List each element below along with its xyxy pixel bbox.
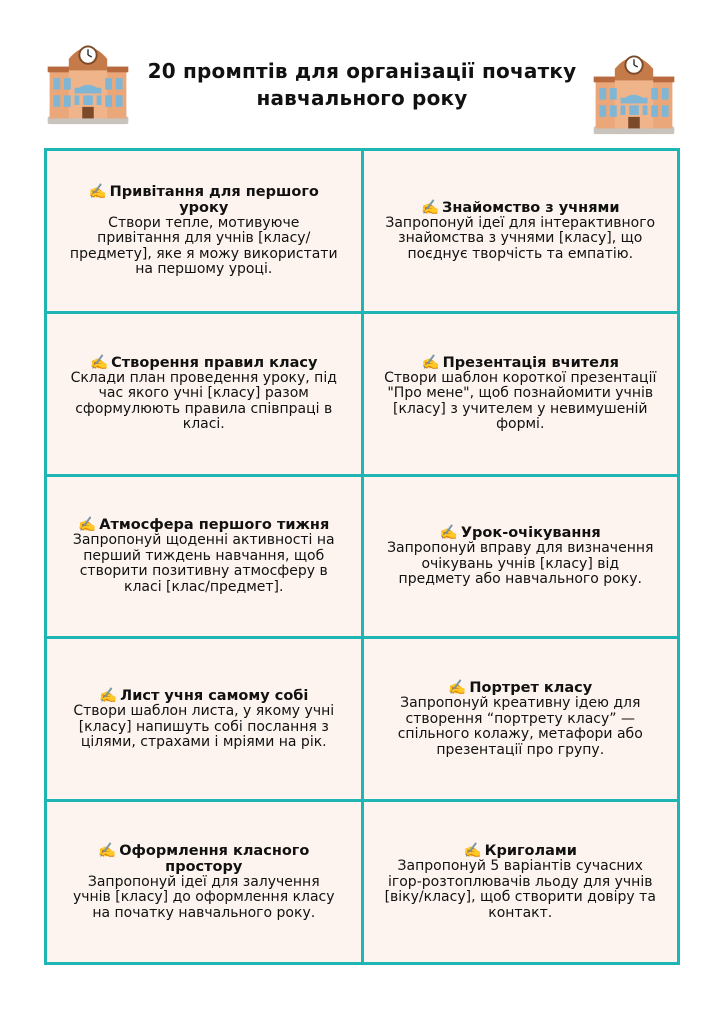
card-text: Запропонуй ідеї для інтерактивного знайомства з учнями [класу], що поєднує творчість та емпатію. xyxy=(385,214,656,262)
school-building-icon xyxy=(586,42,682,138)
card-title: Презентація вчителя xyxy=(442,354,619,371)
title-line-1: 20 промптів для організації початку xyxy=(147,59,577,83)
card-text: Запропонуй ідеї для залучення учнів [класу] до оформлення класу на початку навчального року. xyxy=(72,873,335,921)
prompt-card xyxy=(364,802,678,962)
writing-hand-icon: ✍️ xyxy=(98,842,117,859)
card-title: Лист учня самому собі xyxy=(120,688,309,705)
writing-hand-icon: ✍️ xyxy=(439,525,458,542)
writing-hand-icon: ✍️ xyxy=(90,354,109,371)
writing-hand-icon: ✍️ xyxy=(420,199,440,216)
card-text: Запропонуй щоденні активності на перший тиждень навчання, щоб створити позитивну атмосферу в класі [клас/предмет]. xyxy=(72,532,335,595)
card-text: Запропонуй вправу для визначення очікувань учнів [класу] від предмету або навчального року. xyxy=(387,540,654,588)
writing-hand-icon: ✍️ xyxy=(78,517,97,534)
card-title: Привітання для першого уроку xyxy=(109,183,319,216)
card-title: Оформлення класного простору xyxy=(119,842,310,875)
title-line-2: навчального року xyxy=(256,86,468,110)
card-title: Портрет класу xyxy=(469,680,593,697)
card-title: Атмосфера першого тижня xyxy=(99,517,330,534)
school-building-icon xyxy=(40,32,136,128)
card-text: Запропонуй 5 варіантів сучасних ігор-розтоплювачів льоду для учнів [віку/класу], щоб створити довіру та контакт. xyxy=(384,858,656,921)
writing-hand-icon: ✍️ xyxy=(448,680,467,697)
page-title xyxy=(140,58,584,112)
prompt-card xyxy=(47,802,361,962)
prompt-grid xyxy=(44,148,680,965)
prompt-card xyxy=(47,477,361,637)
card-title: Криголами xyxy=(484,843,577,860)
prompt-card xyxy=(47,314,361,474)
card-text: Створи шаблон короткої презентації "Про мене", щоб познайомити учнів [класу] з учителем у невимушеній формі. xyxy=(384,369,657,433)
writing-hand-icon: ✍️ xyxy=(463,843,482,860)
prompt-card xyxy=(47,151,361,311)
card-title: Знайомство з учнями xyxy=(442,199,620,216)
card-text: Створи тепле, мотивуюче привітання для учнів [класу/предмету], яке я можу використати на першому уроці. xyxy=(69,214,338,278)
card-title: Урок-очікування xyxy=(460,525,601,542)
card-text: Склади план проведення уроку, під час якого учні [класу] разом сформулюють правила співпраці в класі. xyxy=(70,369,337,433)
writing-hand-icon: ✍️ xyxy=(99,688,118,705)
prompt-card xyxy=(364,639,678,799)
card-text: Створи шаблон листа, у якому учні [класу] напишуть собі послання з цілями, страхами і мріями на рік. xyxy=(73,703,335,751)
prompt-card xyxy=(364,477,678,637)
card-title: Створення правил класу xyxy=(111,354,318,371)
header xyxy=(0,0,724,140)
prompt-card xyxy=(364,314,678,474)
writing-hand-icon: ✍️ xyxy=(421,354,440,371)
writing-hand-icon: ✍️ xyxy=(88,183,107,200)
card-text: Запропонуй креативну ідею для створення “портрету класу” — спільного колажу, метафори або презентації про групу. xyxy=(397,695,643,758)
prompt-card xyxy=(364,151,678,311)
prompt-card xyxy=(47,639,361,799)
